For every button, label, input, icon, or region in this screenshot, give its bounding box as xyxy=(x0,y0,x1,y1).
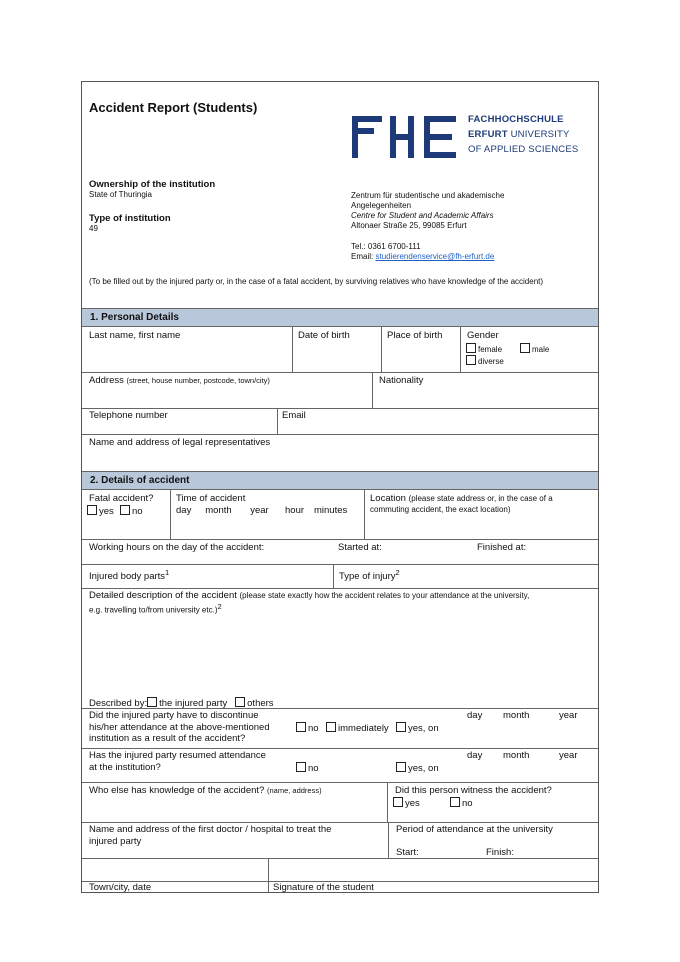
gender-label: Gender xyxy=(467,330,499,341)
who-else-hint: (name, address) xyxy=(266,786,322,795)
described-injured-checkbox[interactable] xyxy=(147,697,157,707)
time-fields xyxy=(176,505,269,517)
witness-no-option[interactable] xyxy=(450,797,473,810)
witness-yes-option[interactable] xyxy=(393,797,420,810)
discontinue-year-label: year xyxy=(559,710,578,721)
logo-line-3: OF APPLIED SCIENCES xyxy=(468,144,579,155)
discontinue-month-label: month xyxy=(503,710,530,721)
discontinue-line-2: his/her attendance at the above-mentioned xyxy=(89,721,270,733)
email-field-label: Email xyxy=(282,410,306,421)
discontinue-no-checkbox[interactable] xyxy=(296,722,306,732)
discontinue-question xyxy=(89,710,270,745)
resumed-question xyxy=(89,750,266,773)
discontinue-day-label: day xyxy=(467,710,483,721)
location-hint-1: (please state address or, in the case of a xyxy=(408,494,553,503)
resumed-no-checkbox[interactable] xyxy=(296,762,306,772)
office-line-4: Altonaer Straße 25, 99085 Erfurt xyxy=(351,221,467,230)
nationality-field-label: Nationality xyxy=(379,375,424,386)
doctor-line-1: Name and address of the first doctor / hospital to treat the xyxy=(89,824,332,835)
discontinue-no-label: no xyxy=(308,723,319,734)
type-label: Type of institution xyxy=(89,213,171,224)
female-checkbox[interactable] xyxy=(466,343,476,353)
fatal-no-checkbox[interactable] xyxy=(120,505,130,515)
doctor-line-2: injured party xyxy=(89,835,142,847)
witness-no-checkbox[interactable] xyxy=(450,797,460,807)
period-label: Period of attendance at the university xyxy=(396,824,553,835)
description-hint-2-row xyxy=(89,602,222,616)
office-line-2: Angelegenheiten xyxy=(351,201,412,210)
resumed-no-option[interactable] xyxy=(296,762,319,775)
fatal-yes-label: yes xyxy=(99,506,114,517)
filled-note: (To be filled out by the injured party or, in the case of a fatal accident, by surviving relatives who have knowledge of the accident) xyxy=(89,277,544,286)
resumed-line-1: Has the injured party resumed attendance xyxy=(89,750,266,761)
time-day-label: day xyxy=(176,505,192,516)
logo-line-2 xyxy=(468,127,578,142)
discontinue-no-option[interactable] xyxy=(296,722,319,735)
resumed-year-label: year xyxy=(559,750,578,761)
diverse-label: diverse xyxy=(478,357,504,366)
fatal-yes-option[interactable] xyxy=(87,505,114,518)
fatal-no-option[interactable] xyxy=(120,505,143,518)
witness-yes-label: yes xyxy=(405,798,420,809)
time-hour-label: hour xyxy=(285,505,305,516)
started-at-label: Started at: xyxy=(338,542,382,553)
resumed-no-label: no xyxy=(308,763,319,774)
described-others-checkbox[interactable] xyxy=(235,697,245,707)
office-email-link[interactable]: studierendenservice@fh-erfurt.de xyxy=(375,252,495,261)
telephone-field-label: Telephone number xyxy=(89,410,168,421)
ownership-value: State of Thuringia xyxy=(89,190,153,199)
gender-male-option[interactable] xyxy=(520,343,549,355)
working-hours-label: Working hours on the day of the accident: xyxy=(89,542,265,553)
office-email-row xyxy=(351,252,591,262)
accident-report-form xyxy=(81,81,599,893)
male-label: male xyxy=(532,345,550,354)
dob-field-label: Date of birth xyxy=(298,330,350,341)
discontinue-line-1: Did the injured party have to discontinue xyxy=(89,710,259,721)
injured-parts-text: Injured body parts xyxy=(89,571,166,583)
discontinue-line-3: institution as a result of the accident? xyxy=(89,733,246,744)
page-title: Accident Report (Students) xyxy=(89,100,258,115)
legal-representatives-label: Name and address of legal representatives xyxy=(89,437,271,448)
resumed-yes-on-label: yes, on xyxy=(408,763,439,774)
description-field-label xyxy=(89,590,594,602)
logo-wordmark xyxy=(468,112,578,157)
described-by-label: Described by: xyxy=(89,698,148,709)
type-value: 49 xyxy=(89,224,98,233)
pob-field-label: Place of birth xyxy=(387,330,443,341)
time-minutes-label: minutes xyxy=(314,505,348,516)
discontinue-yes-on-label: yes, on xyxy=(408,723,439,734)
described-injured-label: the injured party xyxy=(159,698,228,709)
discontinue-yes-on-checkbox[interactable] xyxy=(396,722,406,732)
discontinue-yes-on-option[interactable] xyxy=(396,722,439,735)
diverse-checkbox[interactable] xyxy=(466,355,476,365)
finished-at-label: Finished at: xyxy=(477,542,527,553)
office-line-3: Centre for Student and Academic Affairs xyxy=(351,211,494,220)
gender-female-option[interactable] xyxy=(466,343,502,355)
town-date-label: Town/city, date xyxy=(89,882,152,893)
location-field-label xyxy=(370,493,594,505)
office-address xyxy=(351,191,591,262)
who-else-label: Who else has knowledge of the accident? xyxy=(89,785,265,796)
witness-no-label: no xyxy=(462,798,473,809)
discontinue-immediately-label: immediately xyxy=(338,723,389,734)
witness-label: Did this person witness the accident? xyxy=(395,785,552,796)
description-hint-1: (please state exactly how the accident relates to your attendance at the university, xyxy=(239,591,530,600)
gender-diverse-option[interactable] xyxy=(466,355,504,367)
address-hint: (street, house number, postcode, town/city) xyxy=(126,376,270,385)
resumed-day-label: day xyxy=(467,750,483,761)
resumed-yes-on-option[interactable] xyxy=(396,762,439,775)
discontinue-immediately-option[interactable] xyxy=(326,722,389,735)
who-else-field-label xyxy=(89,785,322,797)
injured-parts-footnote: 1 xyxy=(165,568,170,577)
signature-label: Signature of the student xyxy=(273,882,374,893)
office-phone: Tel.: 0361 6700-111 xyxy=(351,242,421,251)
discontinue-immediately-checkbox[interactable] xyxy=(326,722,336,732)
period-start-label: Start: xyxy=(396,847,419,858)
fatal-no-label: no xyxy=(132,506,143,517)
logo-line-1: FACHHOCHSCHULE xyxy=(468,114,564,125)
logo-university: UNIVERSITY xyxy=(510,129,570,140)
described-others-label: others xyxy=(247,698,274,709)
time-month-label: month xyxy=(205,505,232,516)
period-finish-label: Finish: xyxy=(486,847,514,858)
section-personal-details: 1. Personal Details xyxy=(82,308,598,327)
injury-type-label xyxy=(339,567,400,583)
injury-type-text: Type of injury xyxy=(339,571,396,583)
office-line-1: Zentrum für studentische und akademische xyxy=(351,191,505,200)
female-label: female xyxy=(478,345,503,354)
description-footnote: 2 xyxy=(217,602,222,611)
ownership-label: Ownership of the institution xyxy=(89,179,216,190)
injury-type-footnote: 2 xyxy=(395,568,400,577)
fatal-accident-label: Fatal accident? xyxy=(89,493,154,504)
resumed-month-label: month xyxy=(503,750,530,761)
doctor-field-label xyxy=(89,824,331,847)
address-label: Address xyxy=(89,375,124,386)
witness-yes-checkbox[interactable] xyxy=(393,797,403,807)
fhe-logo-icon xyxy=(352,116,462,158)
male-checkbox[interactable] xyxy=(520,343,530,353)
office-email-label: Email: xyxy=(351,252,374,261)
description-label: Detailed description of the accident xyxy=(89,590,237,601)
name-field-label: Last name, first name xyxy=(89,330,181,341)
resumed-line-2: at the institution? xyxy=(89,761,161,773)
location-label: Location xyxy=(370,493,406,504)
fatal-yes-checkbox[interactable] xyxy=(87,505,97,515)
section-accident-details: 2. Details of accident xyxy=(82,471,598,490)
time-of-accident-label: Time of accident xyxy=(176,493,246,504)
description-hint-2: e.g. travelling to/from university etc.) xyxy=(89,605,218,615)
logo-erfurt: ERFURT xyxy=(468,129,508,140)
address-field-label xyxy=(89,375,270,387)
time-year-label: year xyxy=(250,505,269,516)
location-hint-2: commuting accident, the exact location) xyxy=(370,505,511,514)
resumed-yes-on-checkbox[interactable] xyxy=(396,762,406,772)
injured-body-parts-label xyxy=(89,567,169,583)
